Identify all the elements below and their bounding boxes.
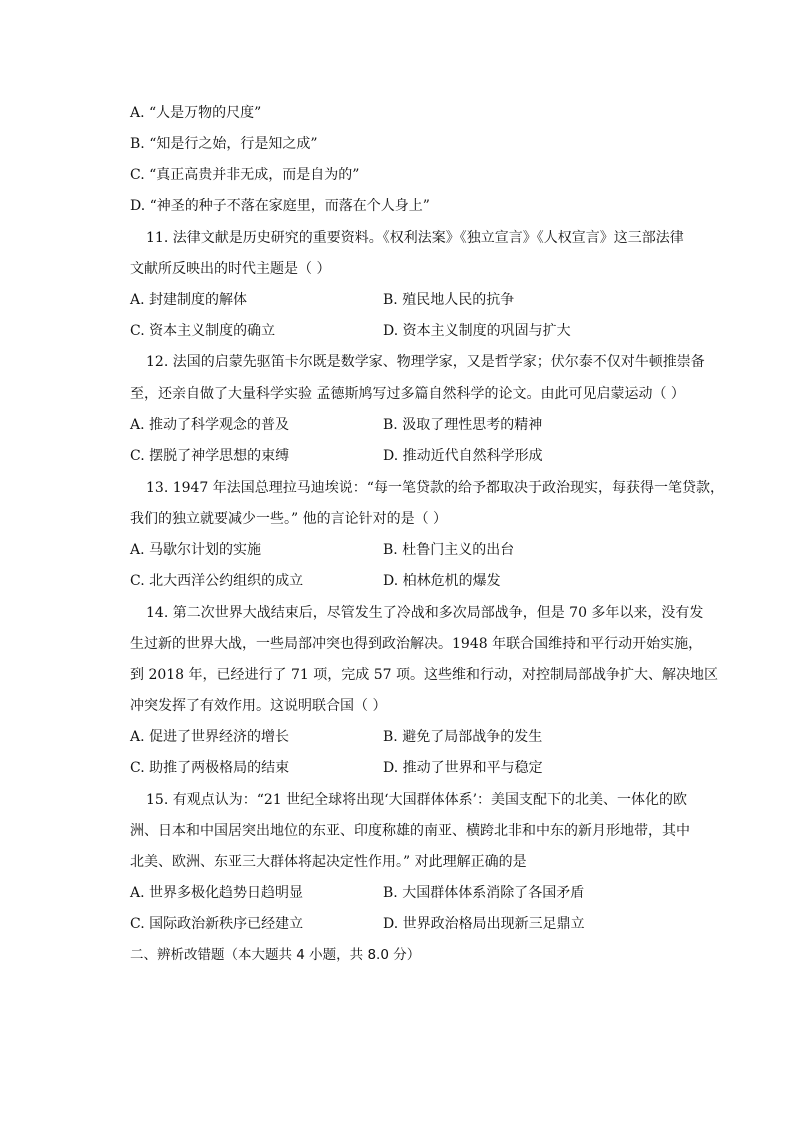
q13-stem-line-2: 我们的独立就要减少一些。” 他的言论针对的是（ ）	[130, 511, 448, 527]
q12-option-b: B. 汲取了理性思考的精神	[383, 417, 543, 433]
q15-option-b: B. 大国群体体系消除了各国矛盾	[383, 885, 585, 901]
q15-option-d: D. 世界政治格局出现新三足鼎立	[383, 916, 585, 932]
q14-option-d: D. 推动了世界和平与稳定	[383, 760, 543, 776]
q14-stem-line-4: 冲突发挥了有效作用。这说明联合国（ ）	[130, 698, 387, 714]
q13-option-a: A. 马歇尔计划的实施	[130, 542, 262, 558]
q11-option-c: C. 资本主义制度的确立	[130, 323, 276, 339]
section-heading: 二、辨析改错题（本大题共 4 小题，共 8.0 分）	[130, 947, 421, 963]
q14-stem-line-1: 14. 第二次世界大战结束后，尽管发生了冷战和多次局部战争，但是 70 多年以来，没有发	[146, 605, 704, 621]
q11-option-b: B. 殖民地人民的抗争	[383, 292, 515, 308]
q12-option-a: A. 推动了科学观念的普及	[130, 417, 290, 433]
q15-stem-line-1: 15. 有观点认为：“21 世纪全球将出现‘大国群体体系’：美国支配下的北美、一体化的欧	[146, 792, 688, 808]
q14-option-c: C. 助推了两极格局的结束	[130, 760, 290, 776]
q11-stem-line-2: 文献所反映出的时代主题是（ ）	[130, 261, 331, 277]
q12-stem-line-1: 12. 法国的启蒙先驱笛卡尔既是数学家、物理学家，又是哲学家；伏尔泰不仅对牛顿推崇备	[146, 354, 705, 370]
q10-option-b: B. “知是行之始，行是知之成”	[130, 136, 318, 152]
q15-option-c: C. 国际政治新秩序已经建立	[130, 916, 304, 932]
q14-option-b: B. 避免了局部战争的发生	[383, 729, 543, 745]
q11-option-a: A. 封建制度的解体	[130, 292, 248, 308]
q13-option-b: B. 杜鲁门主义的出台	[383, 542, 515, 558]
q13-stem-line-1: 13. 1947 年法国总理拉马迪埃说：“每一笔贷款的给予都取决于政治现实，每获得一笔贷款，	[146, 480, 724, 496]
q10-option-c: C. “真正高贵并非无成，而是自为的”	[130, 167, 360, 183]
q11-stem-line-1: 11. 法律文献是历史研究的重要资料。《权利法案》《独立宣言》《人权宣言》这三部法律	[146, 230, 684, 246]
q15-stem-line-3: 北美、欧洲、东亚三大群体将起决定性作用。” 对此理解正确的是	[130, 854, 527, 870]
q14-stem-line-2: 生过新的世界大战，一些局部冲突也得到政治解决。1948 年联合国维持和平行动开始实施，	[130, 636, 703, 652]
q12-option-c: C. 摆脱了神学思想的束缚	[130, 448, 290, 464]
q14-stem-line-3: 到 2018 年，已经进行了 71 项，完成 57 项。这些维和行动，对控制局部战争扩大、解决地区	[130, 667, 718, 683]
q13-option-d: D. 柏林危机的爆发	[383, 573, 501, 589]
q10-option-a: A. “人是万物的尺度”	[130, 105, 262, 121]
q12-option-d: D. 推动近代自然科学形成	[383, 448, 543, 464]
q15-option-a: A. 世界多极化趋势日趋明显	[130, 885, 304, 901]
q13-option-c: C. 北大西洋公约组织的成立	[130, 573, 304, 589]
q15-stem-line-2: 洲、日本和中国居突出地位的东亚、印度称雄的南亚、横跨北非和中东的新月形地带，其中	[130, 823, 690, 839]
q11-option-d: D. 资本主义制度的巩固与扩大	[383, 323, 571, 339]
q14-option-a: A. 促进了世界经济的增长	[130, 729, 290, 745]
q10-option-d: D. “神圣的种子不落在家庭里，而落在个人身上”	[130, 198, 430, 214]
q12-stem-line-2: 至，还亲自做了大量科学实验 孟德斯鸠写过多篇自然科学的论文。由此可见启蒙运动（ ）	[130, 386, 685, 402]
